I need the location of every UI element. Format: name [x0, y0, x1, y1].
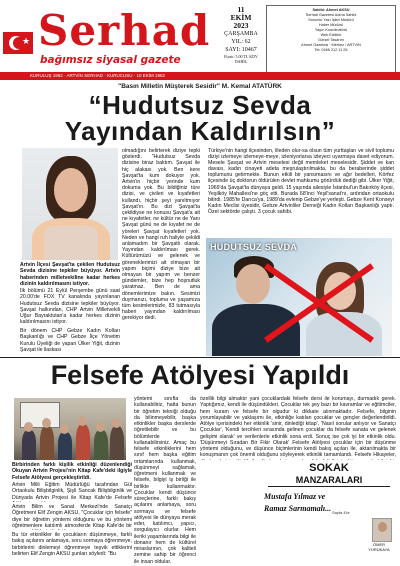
main-headline[interactable] [0, 92, 400, 144]
staff-line-2: Sorumlu Yazı İşleri Müdürü [308, 18, 354, 22]
issue-info [220, 6, 262, 70]
masthead [0, 0, 400, 86]
teaser-page-ref: Sayfa 4'te [332, 510, 350, 515]
issue-number: SAYI: 10467 [225, 47, 257, 53]
story1-para-1: İlk bölümü 21 Eylül Perşembe günü saat 20.00'de FOX TV kanalında yayınlanan Hudutsuz Sevda dizisine tepkiler büyüyor. Şavşat halkından, CHP Artvin Milletvekili Uğur Bayraktutan'a kadar herkes dizinin kaldırılmasını istiyor. [20, 288, 120, 326]
teaser-divider [268, 486, 390, 487]
staff-line-3: Haber Müdürü [318, 23, 344, 27]
second-headline[interactable]: Felsefe Atölyesi Yapıldı [50, 360, 350, 390]
newspaper-logo[interactable] [38, 6, 216, 68]
author-avatar [372, 518, 392, 542]
issue-day: 11 [237, 5, 245, 14]
portrait-photo [22, 148, 118, 260]
column-teaser[interactable] [262, 462, 396, 562]
staff-line-1: Serhad Gazetesi Adına Sahibi [305, 13, 357, 17]
story2-para-1: Artvin Milli Eğitim Müdürlüğü tarafından Gül Ortaokulu Bilişbilginlik, Şişli Sancak Bilişbilginlik ve Dünyada Artvin Projesi ile Kitap Kafe'de Felsefe [12, 482, 132, 501]
staff-line-4: Yayın Koordinatörü [314, 28, 348, 32]
staff-line-6: Görsel Tasarım [318, 38, 344, 42]
issue-month: EKİM [230, 13, 252, 22]
teaser-title-2: MANZARALARI [295, 475, 363, 485]
story2-para-2: Artvin Bilim ve Sanat Merkezi'nde Sanatçı Öğretmeni Elif Zengin AKSU, "Çocuklar için felsefe" diye bir öğretim yöntemi olduğunu ve bu yöntemi öğretmenlere katılımlı atmosferde Kitap Kafe'de bir [12, 504, 132, 529]
ataturk-quote: "Basın Milletin Müşterek Sesidir" M. Kemal ATATÜRK [118, 83, 282, 90]
teaser-title-1: SOKAK [309, 462, 349, 474]
story1-column-right: Türkiye'nin hangi ilçesinden, illeden olur-sa olsun tüm yurttaşları ve sivil toplumu diziyi izlemeye izlemeye-meye, izleniyorlarsa izleyeci uyarmaya davet ediyorum. Mesele Şavşat ve Artvin meselesi değil memleket meselesidir. Şiddet ve kan davası, kadın cinayeti adeta meşrulaştırılmakta, bu da beraberinde şiddet toplumunu getirmekte. Bunun etkili bir yansımasını ve ağır bedelleri, Körfez ilçesinde üç doktorun öldürülen devlet mahkumu görürdük dediği gibi. Ülker Yiğit, 1969'da Şavşat'ta dünyaya geldi. 15 yaşında ailesiyle İstanbul'un Bakırköy ilçesi, Yeşilköy Mahallesi'ne göç etti. Burada 68'inci Yeşil'sanat'nı, ardından ortaokulu bitirdi. 1985'te Darıca'ya, 1989'da evlenip Gebze'ye yerleşti. Gebze Kent Konseyi Kadın Meclisi üyesidir, Gebze Artvinliler Derneği Kadın Kolları Başkanlığı yaptı. Özel sektörde çalıştı. 3 çocuk sahibi. [208, 148, 394, 215]
story2-caption: Birbirinden farklı kişilik etkinliği düzenlendiği Okuyan Artvin Projesi'nin Kitap Kafe'deki ilgiyle Felsefe Atölyesi gerçekleştirildi. [12, 462, 132, 481]
issue-price: Fiyatı: 5.00 TL KDV DAHİL [224, 54, 258, 64]
teaser-author: ÖMER YÜRÜKAYA [368, 542, 390, 552]
teaser-line-2: Ramaz Sarmamalı... [264, 504, 332, 513]
staff-phone: Tel: 0466 212 11 26 [314, 48, 348, 52]
story1-caption: Artvin İlçesi Şavşat'ta çekilen Hudutsuz Sevda dizisine tepkiler büyüyor. Artvin haberinden milletvekiline kadar herkes dizinin kaldırılmasını istiyor. [20, 262, 120, 287]
staff-box [266, 5, 396, 73]
drama-promo-photo [206, 238, 392, 356]
workshop-photo [14, 398, 126, 460]
staff-owner: Sahibi: Ahmet AKSU [312, 8, 350, 12]
main-headline-line-1: “Hudutsuz Sevda [88, 90, 312, 120]
turkish-flag-icon: ★ [3, 32, 33, 54]
logo-slogan: bağımsız siyasal gazete [40, 54, 181, 66]
masthead-strip: KURULUŞ 1962 · ARTVİN SERHAD · KURUCUSU · 10 EKİM 1962 [0, 72, 400, 80]
main-headline-line-2: Yayından Kaldırılsın” [64, 116, 336, 146]
story2-para-3: Bu tür etkinlikler ile çocukların düşünmeye, farklı bakış açılarını anlamaya, soru sormaya öğrenmeye, birbirlerini dinlemeyi öğrenmeye teşvik ettiklerini belirten Elif Zengin AKSU şunları söyledi: "Bu [12, 532, 132, 557]
section-divider [0, 357, 400, 358]
logo-text: Serhad [38, 6, 211, 55]
teaser-line-1: Mustafa Yılmaz ve [264, 492, 326, 501]
promo-title: HUDUTSUZ SEVDA [210, 242, 298, 252]
story2-column-3: özellik bilgi almaktır yani çocuklardaki felsefe dersi ile korumayı, durmadık gerek. Yaptığımız, kendi ile düşündükleri. Çocuklar tek şey bazı bir kavramlar ve eğitimciler, hem kuram ve felsefe bir olgudur ki dikkate alınmaktadır. Felsefe, bilginin yorumlayabilir ve yaklaşımı ile, etkinliğe katılan çocuklar ve gençler değerlendirildi. Atölye içerisindeki her etkinlik 'sinir, dinlediği kitap', 'Nasıl sorular anlıyor ve Sanatçı Çocuklar', 'Kendi tercihleri sırasında gelinen çocuklar da felsefe sanata ve gelenek gelişimi olarak' ve verilenlerle etkinlik sona erdi. Sonuç ise çok iyi bir etkinlik oldu. 'Düşünmeyi Sıradan Bir Fikir Olarak' Felsefe Atölyesi çocuklar için bir düşünme yöntemi olduğunu, ve düşünce biçimlerinin kendi bakış açıları ile, aktarılmakta bir konuşmanın çok önemli olduğunu söyleyerek etkinlik tamamlandı. Felsefe Hikayeler, [200, 396, 396, 459]
issue-year: 2023 [233, 21, 249, 30]
story2-col2-text: yöntemi sınıfta da kullanabiliriz, hatta bunun bir öğretim tekniği olduğu da bilinmeyebilir, başka etkinlikler başka derslerde öğretilebilir ve bu bölümlerde kullanabilirsiniz. Amaç bu felsefe etkinliklerini hem sınıf hem başka eğitim ortamlarında kullanmak, düşünmeyi sağlamak, öğretmeni kullanmak ve felsefe, bilgiyi iş birliği ile birlikte kullanmaktır. Çocuklar kendi düşünce süreçlerine, farklı bakış açılarını anlamaya, soru sormaya ve felsefe atölyesi ile dünyaya merak eder, katılımcı, yapıcı, sorgulayıcı olurlar. Hem ileriki yaşamlarında bilgi ile donanır hem de kültürel miraslarının, çok kaliteli zemine sahip bir öğrenci ile insan oldular. [134, 396, 196, 564]
story1-column-mid: olmadığını belirterek diziye tepki gösterdi. "Hudutsuz Sevda dizisine biraz baktım. Şavşat ile hiç alakası yok. Ben kere Şavşat'ta kum dokuyor yok. Artvin'in hiçbir yerinde kum dokuma yok. Bu bildiğiniz türe dizisi, ve çivileri ve kıyafetleri kullandı, hiçbir şeyi yanıltmıyor Şavşat'ın. Bu dizi Şavşat'ta çekildiyse ne konusu Şavşat'a ait ne kıyafetler, ne kültür ne de Yanı Şavşat günü ne de kıyafet ne de yöreleri Şavşat kıyafetleri yok. Neden ve hangi ruh haliyle çekildi anlamadım bir Şavşatlı olarak. Yayından kaldırılması gerek. Kültürümüzü ve gelenek ve göreneklerimizi ait olmayan bir yapım biçimi diziye bize ait olmayan bir yapım ve benzer gündemler, bize hep hoşnutluk yaratmaz. Ben de ama dönemlerimize bakın. Sesimizi duymanızı, topluma ve yaşamıza tüm kesimlerimizle, 83 tutmasıyla haberi yayından kaldırılması gerekiyor dedi. [122, 148, 200, 322]
story2-column-2 [134, 396, 196, 564]
staff-line-5: Web Editörü [320, 33, 342, 37]
issue-weekday: ÇARŞAMBA [224, 31, 258, 37]
staff-address: Ahmet Gazetesi · Merkez / ARTVİN [301, 43, 361, 47]
issue-volume: YIL: 62 [231, 39, 251, 45]
cross-out-icon [254, 258, 374, 348]
story1-para-2: Bir dönem CHP Gebze Kadın Kolları Başkanlığı ve CHP Gebze İlçe Yönetim Kurulu Üyeliği de yapan Ülker Yiğit, dizinin Şavşat ile ilaskası [20, 328, 120, 353]
